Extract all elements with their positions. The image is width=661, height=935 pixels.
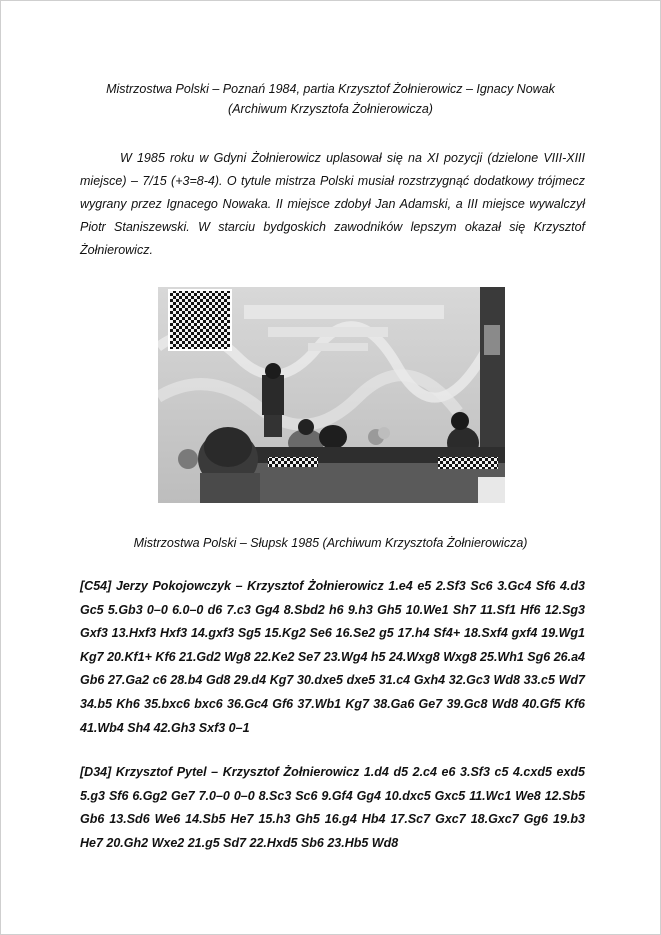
- caption-line-1: Mistrzostwa Polski – Poznań 1984, partia Krzysztof Żołnierowicz – Ignacy Nowak: [106, 82, 555, 96]
- body-paragraph: W 1985 roku w Gdyni Żołnierowicz uplasował się na XI pozycji (dzielone VIII-XIII miejsce) – 7/15 (+3=8-4). O tytule mistrza Polski musiał rozstrzygnąć dodatkowy trójmecz wygrany przez Ignacego Nowaka. II miejsce zdobył Jan Adamski, a III miejsce wywalczył Piotr Staniszewski. W starciu bydgoskich zawodników lepszym okazał się Krzysztof Żołnierowicz.: [80, 151, 585, 257]
- photo-caption-2: Mistrzostwa Polski – Słupsk 1985 (Archiwum Krzysztofa Żołnierowicza): [133, 536, 528, 550]
- photo-caption-1: [1, 79, 660, 119]
- caption-line-2: (Archiwum Krzysztofa Żołnierowicza): [228, 102, 433, 116]
- tournament-photo: [158, 287, 505, 503]
- game-record-2: [D34] Krzysztof Pytel – Krzysztof Żołnierowicz 1.d4 d5 2.c4 e6 3.Sf3 c5 4.cxd5 exd5 5.g3 Sf6 6.Gg2 Ge7 7.0–0 0–0 8.Sc3 Sc6 9.Gf4 Gg4 10.dxc5 Gxc5 11.Wc1 We8 12.Sb5 Gb6 13.Sd6 We6 14.Sb5 He7 15.h3 Gh5 16.g4 Hb4 17.Sc7 Gxc7 18.Gxc7 Gg6 19.b3 He7 20.Gh2 Wxe2 21.g5 Sd7 22.Hxd5 Sb6 23.Hb5 Wd8: [80, 765, 585, 850]
- game-record-1: [C54] Jerzy Pokojowczyk – Krzysztof Żołnierowicz 1.e4 e5 2.Sf3 Sc6 3.Gc4 Sf6 4.d3 Gc5 5.Gb3 0–0 6.0–0 d6 7.c3 Gg4 8.Sbd2 h6 9.h3 Gh5 10.We1 Sh7 11.Sf1 Hf6 12.Sg3 Gxf3 13.Hxf3 Hxf3 14.gxf3 Sg5 15.Kg2 Se6 16.Se2 g5 17.h4 Sf4+ 18.Sxf4 gxf4 19.Wg1 Kg7 20.Kf1+ Kf6 21.Gd2 Wg8 22.Ke2 Se7 23.Wg4 h5 24.Wxg8 Wxg8 25.Wh1 Sg6 26.a4 Gb6 27.Ga2 c6 28.b4 Gd8 29.d4 Kg7 30.dxe5 dxe5 31.c4 Gxh4 32.Gc3 Wd8 33.c5 Wd7 34.b5 Kh6 35.bxc6 bxc6 36.Gc4 Gf6 37.Wb1 Kg7 38.Ga6 Ge7 39.Gc8 Wd8 40.Gf5 Kf6 41.Wb4 Sh4 42.Gh3 Sxf3 0–1: [80, 579, 585, 735]
